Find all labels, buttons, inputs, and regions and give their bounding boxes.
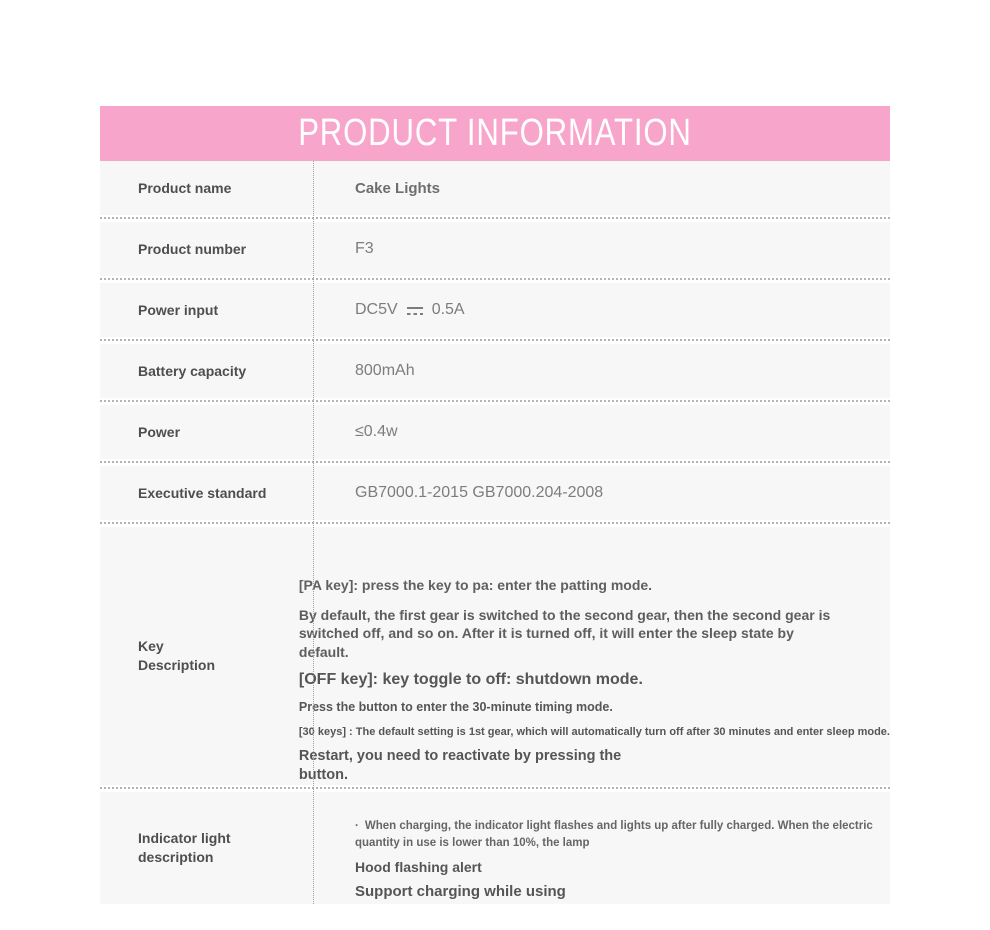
table-row-executive-standard <box>100 466 890 520</box>
row-label: Product number <box>138 240 247 257</box>
row-value: Cake Lights <box>355 179 441 197</box>
default-gear-paragraph: By default, the first gear is switched to the second gear, then the second gear is switched off, and so on. After it is turned off, it will enter the sleep state by default. <box>298 607 831 660</box>
row-separator <box>100 520 890 527</box>
charging-note-text: When charging, the indicator light flashes and lights up after fully charged. When the electric quantity in use is lower than 10%, the lamp <box>355 820 873 850</box>
row-separator <box>100 276 890 283</box>
section-title: PRODUCT INFORMATION <box>298 112 692 154</box>
row-value: ≤0.4w <box>355 423 398 440</box>
off-key-line: [OFF key]: key toggle to off: shutdown mode. <box>298 671 643 689</box>
table-row-key-description <box>100 527 890 785</box>
row-label: Product name <box>138 179 232 196</box>
key-description-content <box>257 527 890 785</box>
thirty-keys-line: [30 keys] : The default setting is 1st gear, which will automatically turn off after 30 minutes and enter sleep mode. <box>298 726 890 739</box>
row-label: Executive standard <box>138 484 267 501</box>
row-separator <box>100 398 890 405</box>
row-label: Power <box>138 423 181 440</box>
power-input-current: 0.5A <box>431 301 465 318</box>
product-information-table <box>100 106 890 904</box>
hood-flashing-line: Hood flashing alert <box>355 858 482 875</box>
row-value <box>313 283 890 337</box>
table-row-product-name <box>100 161 890 215</box>
row-label: Key Description <box>138 638 216 673</box>
row-separator <box>100 337 890 344</box>
row-label: Indicator light description <box>138 830 231 865</box>
row-value: F3 <box>355 240 374 257</box>
support-charging-line: Support charging while using <box>355 882 566 900</box>
table-row-power <box>100 405 890 459</box>
timing-mode-line: Press the button to enter the 30-minute timing mode. <box>298 700 613 715</box>
row-separator <box>100 459 890 466</box>
dc-symbol-icon <box>407 306 423 315</box>
column-divider <box>313 161 314 904</box>
pa-key-line: [PA key]: press the key to pa: enter the patting mode. <box>298 577 653 593</box>
row-value: GB7000.1-2015 GB7000.204-2008 <box>355 484 604 501</box>
restart-line: Restart, you need to reactivate by pressing the button. <box>298 748 622 783</box>
charging-note-line <box>355 818 890 853</box>
table-body <box>100 161 890 904</box>
table-row-product-number <box>100 222 890 276</box>
table-row-indicator-light <box>100 792 890 904</box>
row-label: Power input <box>138 301 219 318</box>
row-label: Battery capacity <box>138 362 247 379</box>
table-row-power-input <box>100 283 890 337</box>
row-separator <box>100 785 890 792</box>
table-row-battery-capacity <box>100 344 890 398</box>
bullet-dot: · <box>355 820 359 832</box>
row-separator <box>100 215 890 222</box>
section-header <box>100 106 890 161</box>
row-value: 800mAh <box>355 362 415 379</box>
power-input-voltage: DC5V <box>355 301 398 318</box>
indicator-content <box>313 792 890 904</box>
